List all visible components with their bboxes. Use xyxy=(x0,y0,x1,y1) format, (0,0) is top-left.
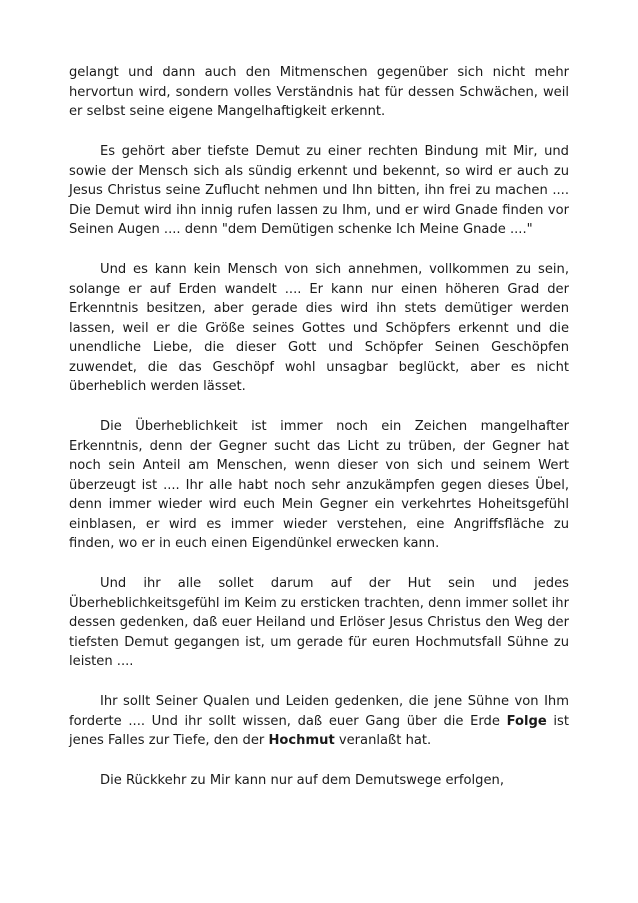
paragraph-1: gelangt und dann auch den Mitmenschen gegenüber sich nicht mehr hervortun wird, sondern volles Verständnis hat für dessen Schwächen, weil er selbst seine eigene Mangelhaftigkeit erkennt. xyxy=(69,65,569,119)
document-page xyxy=(69,63,569,791)
emphasis-folge: Folge xyxy=(506,713,547,729)
paragraph-4: Die Überheblichkeit ist immer noch ein Zeichen mangelhafter Erkenntnis, denn der Gegner sucht das Licht zu trüben, der Gegner hat noch sein Anteil am Menschen, wenn dieser von sich und seinem Wert überzeugt ist .... Ihr alle habt noch sehr anzukämpfen gegen dieses Übel, denn immer wieder wird euch Mein Gegner ein verkehrtes Hoheitsgefühl einblasen, er wird es immer wieder verstehen, eine Angriffsfläche zu finden, wo er in euch einen Eigendünkel erwecken kann. xyxy=(69,419,569,551)
paragraph-6-text-2: ist jenes Falles zur Tiefe, den der xyxy=(69,713,569,748)
paragraph-6-text-1: Ihr sollt Seiner Qualen und Leiden gedenken, die jene Sühne von Ihm forderte .... Und ihr sollt wissen, daß euer Gang über die Erde xyxy=(69,694,569,729)
paragraph-5: Und ihr alle sollet darum auf der Hut sein und jedes Überheblichkeitsgefühl im Keim zu ersticken trachten, denn immer sollet ihr dessen gedenken, daß euer Heiland und Erlöser Jesus Christus den Weg der tiefsten Demut gegangen ist, um gerade für euren Hochmutsfall Sühne zu leisten .... xyxy=(69,576,569,669)
paragraph-6 xyxy=(69,692,569,751)
paragraph-3: Und es kann kein Mensch von sich annehmen, vollkommen zu sein, solange er auf Erden wandelt .... Er kann nur einen höheren Grad der Erkenntnis besitzen, aber gerade dies wird ihn stets demütiger werden lassen, weil er die Größe seines Gottes und Schöpfers erkennt und die unendliche Liebe, die dieser Gott und Schöpfer Seinen Geschöpfen zuwendet, die das Geschöpf wohl unsagbar beglückt, aber es nicht überheblich werden lässet. xyxy=(69,262,569,394)
paragraph-7: Die Rückkehr zu Mir kann nur auf dem Demutswege erfolgen, xyxy=(100,773,504,788)
paragraph-2: Es gehört aber tiefste Demut zu einer rechten Bindung mit Mir, und sowie der Mensch sich als sündig erkennt und bekennt, so wird er auch zu Jesus Christus seine Zuflucht nehmen und Ihn bitten, ihn frei zu machen .... Die Demut wird ihn innig rufen lassen zu Ihm, und er wird Gnade finden vor Seinen Augen .... denn "dem Demütigen schenke Ich Meine Gnade ...." xyxy=(69,144,569,237)
paragraph-6-text-3: veranlaßt hat. xyxy=(334,733,432,748)
emphasis-hochmut: Hochmut xyxy=(268,733,335,748)
